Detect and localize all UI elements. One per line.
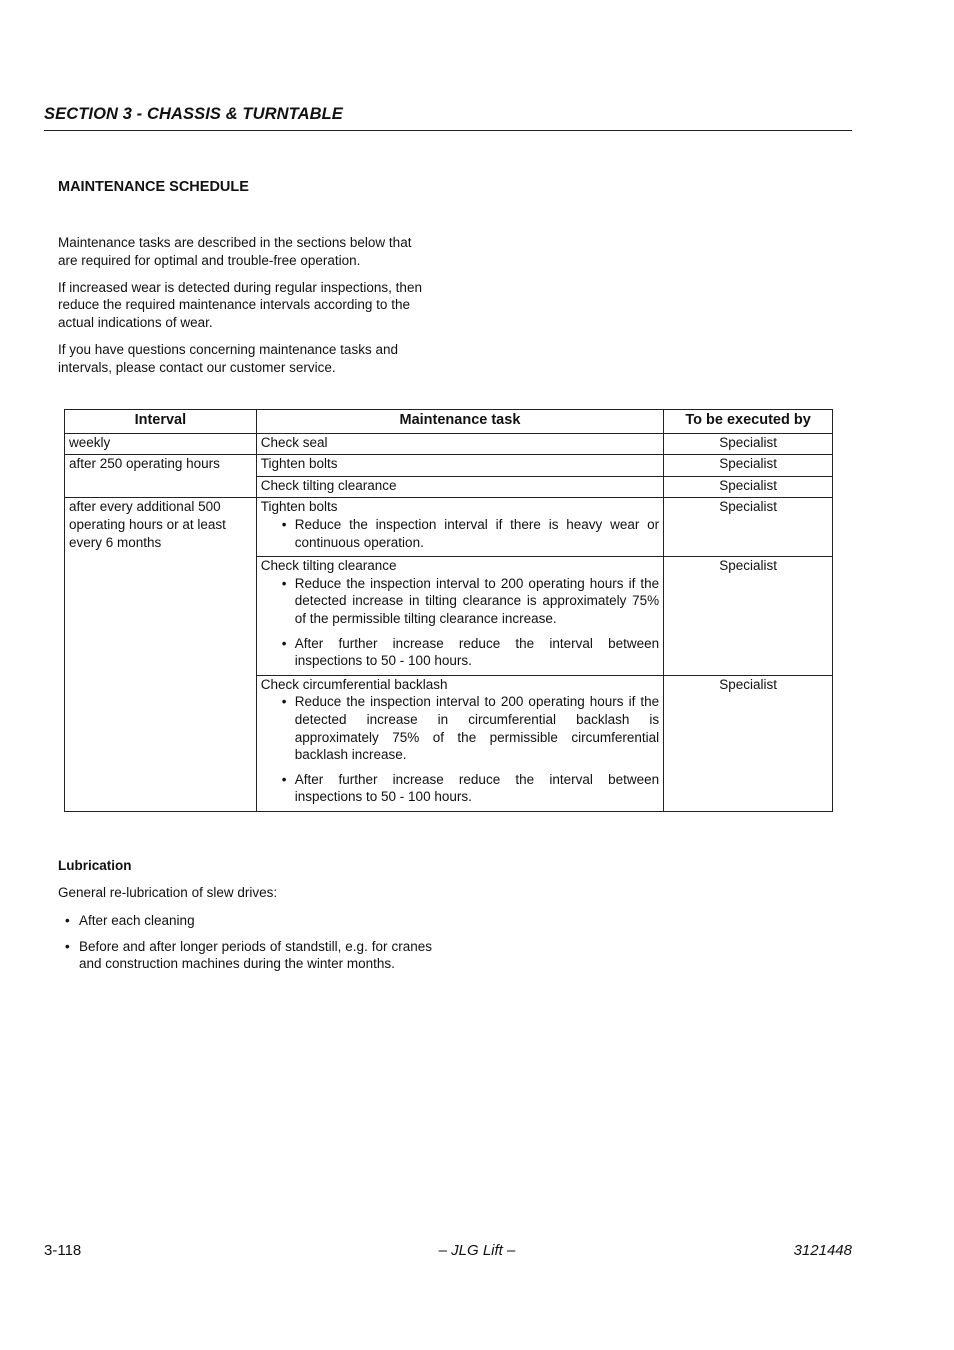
executor-cell: Specialist: [664, 557, 833, 676]
lubrication-heading: Lubrication: [58, 858, 132, 873]
executor-cell: Specialist: [664, 433, 833, 455]
task-cell: Tighten bolts: [256, 455, 663, 477]
column-header-interval: Interval: [65, 410, 257, 434]
task-title: Check tilting clearance: [260, 558, 397, 574]
table-header-row: [65, 410, 833, 434]
task-cell: [256, 498, 663, 557]
task-note: • After further increase reduce the interval between inspections to 50 - 100 hours.: [295, 635, 659, 670]
task-notes: [261, 693, 659, 806]
task-title: Check circumferential backlash: [260, 676, 448, 692]
intro-text: [58, 234, 432, 386]
table-row: [65, 498, 833, 557]
interval-cell: after every additional 500 operating hours or at least every 6 months: [65, 498, 257, 812]
footer-brand: – JLG Lift –: [438, 1242, 516, 1259]
task-note: • Reduce the inspection interval to 200 operating hours if the detected increase in circumferential backlash is approximately 75% of the permissible circumferential backlash increase.: [295, 693, 659, 763]
executor-cell: Specialist: [664, 476, 833, 498]
task-cell: Check tilting clearance: [256, 476, 663, 498]
list-item: • Before and after longer periods of standstill, e.g. for cranes and construction machines during the winter months.: [79, 938, 432, 973]
table-row: [65, 433, 833, 455]
column-header-task: Maintenance task: [256, 410, 663, 434]
intro-paragraph: If you have questions concerning maintenance tasks and intervals, please contact our customer service.: [58, 341, 398, 375]
intro-paragraph: If increased wear is detected during regular inspections, then reduce the required maintenance intervals according to the actual indications of wear.: [58, 279, 422, 330]
interval-cell: weekly: [65, 433, 257, 455]
lubrication-list: [58, 912, 432, 981]
table-row: [65, 455, 833, 477]
task-notes: [261, 516, 659, 551]
task-cell: [256, 675, 663, 811]
document-number: 3121448: [793, 1242, 852, 1259]
page-number: 3-118: [44, 1242, 82, 1259]
task-note: • After further increase reduce the interval between inspections to 50 - 100 hours.: [295, 771, 659, 806]
section-title: SECTION 3 - CHASSIS & TURNTABLE: [44, 105, 852, 131]
lubrication-intro: General re-lubrication of slew drives:: [58, 885, 278, 900]
column-header-executor: To be executed by: [664, 410, 833, 434]
intro-paragraph: Maintenance tasks are described in the sections below that are required for optimal and trouble-free operation.: [58, 235, 412, 268]
maintenance-schedule-table: [64, 409, 833, 812]
task-note: • Reduce the inspection interval to 200 operating hours if the detected increase in tilting clearance is approximately 75% of the permissible tilting clearance increase.: [295, 575, 659, 628]
task-note: • Reduce the inspection interval if there is heavy wear or continuous operation.: [295, 516, 659, 551]
executor-cell: Specialist: [664, 498, 833, 557]
executor-cell: Specialist: [664, 675, 833, 811]
executor-cell: Specialist: [664, 455, 833, 477]
task-cell: Check seal: [256, 433, 663, 455]
task-notes: [261, 575, 659, 670]
list-item: • After each cleaning: [79, 912, 432, 930]
page-heading: MAINTENANCE SCHEDULE: [58, 179, 249, 195]
task-title: Tighten bolts: [260, 499, 338, 515]
interval-cell: after 250 operating hours: [65, 455, 257, 498]
task-cell: [256, 557, 663, 676]
